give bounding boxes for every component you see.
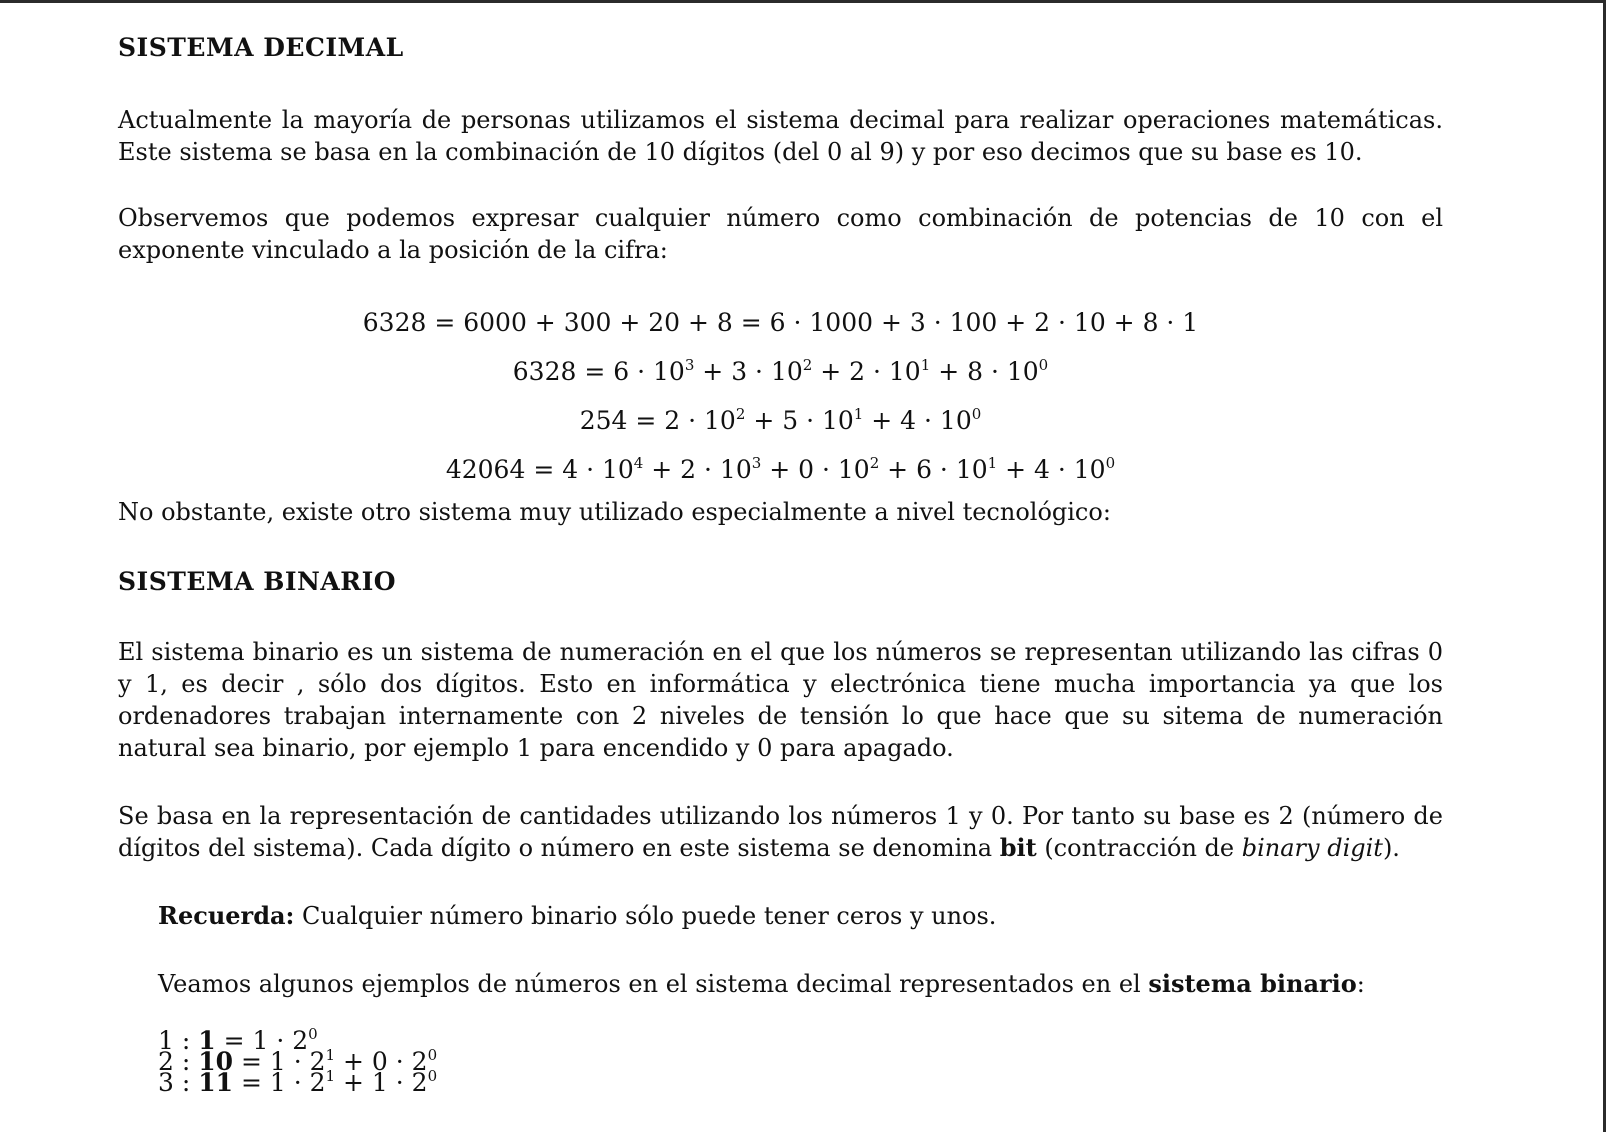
equation-42064-powers: $42064 = 4 \cdot 10^4 + 2 \cdot 10^3 + 0 \cdot 10^2 + 6 \cdot 10^1 + 4 \cdot 10^0$ — [445, 454, 1116, 484]
document-page — [118, 28, 1443, 1097]
binary-paragraph-1: El sistema binario es un sistema de numeración en el que los números se representan utilizando las cifras 0 y 1, es decir , sólo dos dígitos. Esto en informática y electrónica tiene mucha importancia ya que los ordenadores trabajan internamente con 2 niveles de tensión lo que hace que su sitema de numeración natural sea binario, por ejemplo 1 para encendido y 0 para apagado. — [118, 638, 1443, 762]
decimal-equations — [118, 298, 1443, 494]
term-bit: bit — [999, 833, 1037, 862]
binary-example-1: 1 : $1 = 1 \cdot 2^0$ — [158, 1025, 318, 1055]
page-border-top — [0, 0, 1606, 3]
equation-6328-expanded: 6328 = 6000 + 300 + 20 + 8 = 6 · 1000 + 3 · 100 + 2 · 10 + 8 · 1 — [362, 308, 1199, 337]
term-binary-digit: binary digit — [1241, 834, 1383, 862]
decimal-paragraph-1: Actualmente la mayoría de personas utilizamos el sistema decimal para realizar operaciones matemáticas. Este sistema se basa en la combinación de 10 dígitos (del 0 al 9) y por eso decimos que su base es 10. — [118, 106, 1443, 166]
section-title-decimal: SISTEMA DECIMAL — [118, 33, 404, 62]
section-title-binary: SISTEMA BINARIO — [118, 567, 397, 596]
binary-example-3: 3 : $11 = 1 \cdot 2^1 + 1 \cdot 2^0$ — [158, 1067, 438, 1097]
decimal-paragraph-3: No obstante, existe otro sistema muy utilizado especialmente a nivel tecnológico: — [118, 498, 1111, 526]
remember-label: Recuerda: — [158, 901, 295, 930]
equation-254-powers: $254 = 2 \cdot 10^2 + 5 \cdot 10^1 + 4 \cdot 10^0$ — [579, 405, 982, 435]
decimal-paragraph-2: Observemos que podemos expresar cualquier número como combinación de potencias de 10 con el exponente vinculado a la posición de la cifra: — [118, 204, 1443, 264]
binary-indented-block — [118, 900, 1443, 1097]
binary-paragraph-2: Se basa en la representación de cantidades utilizando los números 1 y 0. Por tanto su base es 2 (número de dígitos del sistema). Cada dígito o número en este sistema se denomina bit (contracción de binary digit). — [118, 802, 1443, 862]
examples-intro: Veamos algunos ejemplos de números en el sistema decimal representados en el sistema binario: — [158, 969, 1365, 998]
binary-examples-list — [158, 1025, 1443, 1097]
equation-6328-powers: $6328 = 6 \cdot 10^3 + 3 \cdot 10^2 + 2 \cdot 10^1 + 8 \cdot 10^0$ — [512, 356, 1049, 386]
remember-note: Recuerda: Cualquier número binario sólo puede tener ceros y unos. — [158, 901, 997, 930]
binary-example-2: 2 : $10 = 1 \cdot 2^1 + 0 \cdot 2^0$ — [158, 1046, 438, 1076]
